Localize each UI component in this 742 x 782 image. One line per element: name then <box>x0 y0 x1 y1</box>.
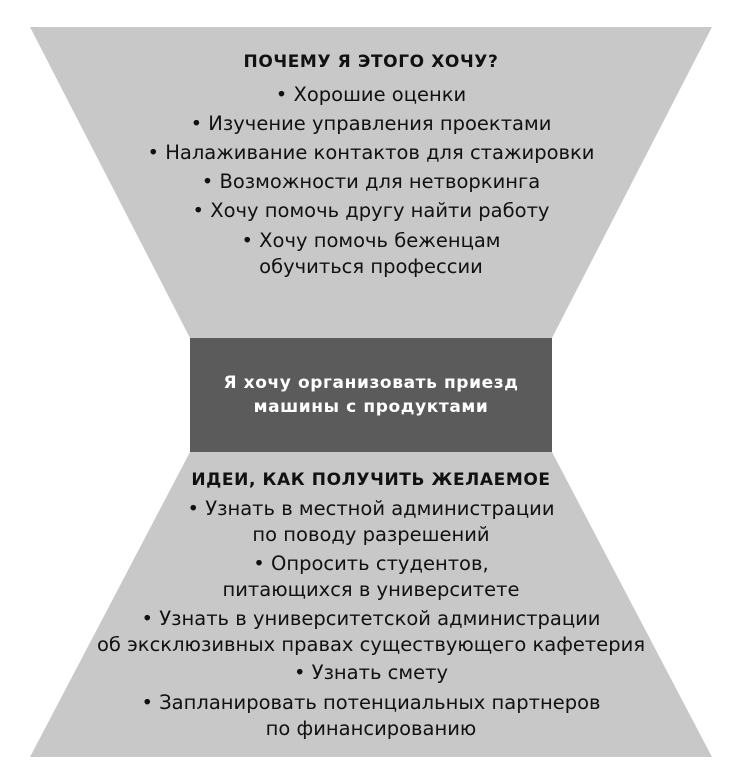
motivation-heading: ПОЧЕМУ Я ЭТОГО ХОЧУ? <box>243 52 499 72</box>
goal-line: Я хочу организовать приезд <box>223 373 519 393</box>
list-item <box>0 496 742 548</box>
list-item <box>0 138 742 167</box>
ideas-heading: ИДЕИ, КАК ПОЛУЧИТЬ ЖЕЛАЕМОЕ <box>191 470 551 490</box>
list-item-line: • Хочу помочь другу найти работу <box>192 199 550 222</box>
list-item <box>0 658 742 687</box>
ideas-list <box>0 496 742 742</box>
list-item-line: по поводу разрешений <box>252 523 490 546</box>
ideas-section <box>0 470 742 742</box>
list-item-line: обучиться профессии <box>259 255 483 278</box>
motivation-list <box>0 80 742 280</box>
list-item <box>0 196 742 225</box>
list-item <box>0 167 742 196</box>
list-item-line: • Хорошие оценки <box>275 83 467 106</box>
goal-line: машины с продуктами <box>253 397 489 417</box>
list-item <box>0 551 742 603</box>
list-item-line: • Запланировать потенциальных партнеров <box>141 691 601 714</box>
list-item-line: • Хочу помочь беженцам <box>241 229 501 252</box>
list-item-line: по финансированию <box>265 717 477 740</box>
list-item-line: • Узнать в университетской администрации <box>141 607 601 630</box>
list-item-line: • Возможности для нетворкинга <box>201 170 541 193</box>
list-item-line: • Опросить студентов, <box>253 552 489 575</box>
list-item <box>0 228 742 280</box>
list-item <box>0 80 742 109</box>
list-item-line: питающихся в университете <box>222 578 520 601</box>
list-item <box>0 109 742 138</box>
list-item-line: • Налаживание контактов для стажировки <box>147 141 595 164</box>
list-item <box>0 690 742 742</box>
goal-statement <box>190 338 552 452</box>
list-item-line: • Узнать в местной администрации <box>187 497 555 520</box>
motivation-section <box>0 52 742 280</box>
list-item-line: • Узнать смету <box>293 661 449 684</box>
list-item-line: об эксклюзивных правах существующего кафетерия <box>96 633 646 656</box>
list-item <box>0 606 742 658</box>
list-item-line: • Изучение управления проектами <box>190 112 552 135</box>
